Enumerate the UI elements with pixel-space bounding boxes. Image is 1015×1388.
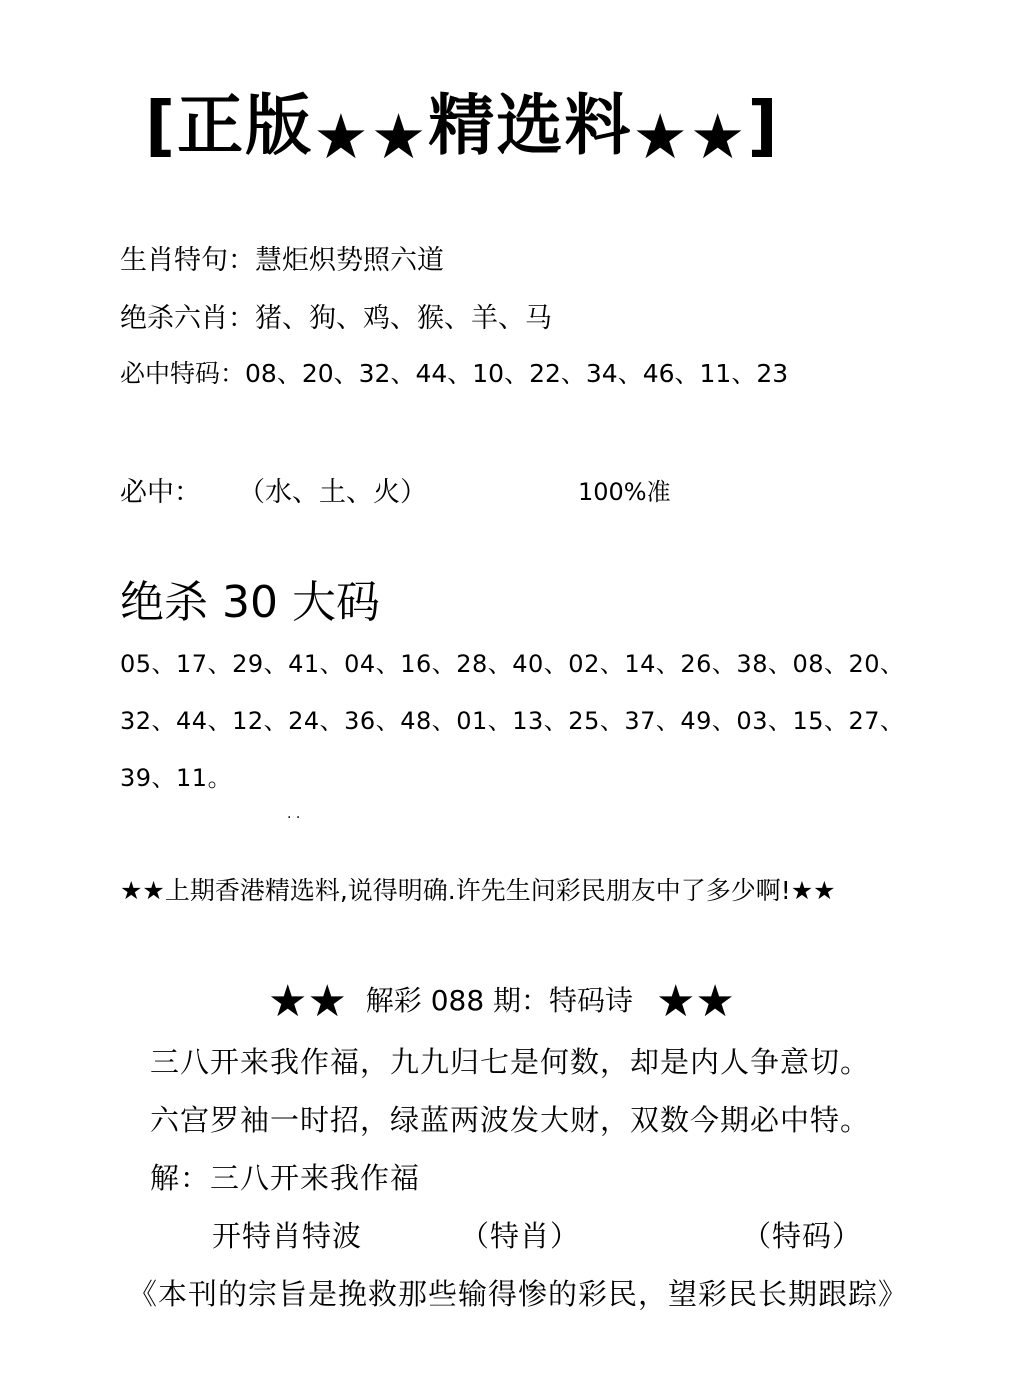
title-main: 精选料 [428,87,633,164]
zodiac-phrase-label: 生肖特句： [120,245,255,276]
must-codes-value: 08、20、32、44、10、22、34、46、11、23 [245,359,789,388]
kill30-row-1: 05、17、29、41、04、16、28、40、02、14、26、38、08、20、 [120,650,905,678]
footer-slogan: 《本刊的宗旨是挽救那些输得惨的彩民，望彩民长期跟踪》 [128,1277,909,1311]
stray-dots: . . [287,806,301,822]
kill30-row-3: 39、11。 [120,764,233,792]
star-icon: ★★ [268,976,347,1027]
must-hit-value: （水、土、火） [238,477,427,508]
must-hit-accuracy: 100%准 [578,478,671,506]
poem-line-3: 解：三八开来我作福 [150,1161,421,1195]
kill-six-line [120,296,552,335]
title-bracket-left: [正版 [145,87,314,164]
must-codes-line [120,354,788,390]
banner-text: ★★上期香港精选料,说得明确.许先生问彩民朋友中了多少啊!★★ [120,876,836,905]
page-title [145,72,780,173]
star-icon: ★★ [655,976,735,1027]
poem-line-1: 三八开来我作福，九九归七是何数，却是内人争意切。 [150,1045,871,1079]
must-hit-label: 必中： [120,477,201,508]
star-icon: ★★ [632,100,748,173]
kill30-heading: 绝杀 30 大码 [120,577,380,628]
poem-line-4a: 开特肖特波 [212,1219,363,1253]
kill-six-label: 绝杀六肖： [120,303,255,334]
star-icon: ★★ [313,100,429,173]
poem-heading-text: 解彩 088 期：特码诗 [365,984,634,1017]
title-bracket-right: ] [747,87,780,164]
kill-six-value: 猪、狗、鸡、猴、羊、马 [255,303,552,334]
poem-line-4c: （特码） [742,1219,863,1253]
zodiac-phrase-value: 慧炬炽势照六道 [255,245,444,276]
zodiac-phrase-line [120,238,444,277]
kill30-row-2: 32、44、12、24、36、48、01、13、25、37、49、03、15、27、 [120,707,905,735]
must-codes-label: 必中特码： [120,359,246,388]
poem-line-4b: （特肖） [460,1219,581,1253]
poem-line-2: 六宫罗袖一时招，绿蓝两波发大财，双数今期必中特。 [150,1103,871,1137]
poem-heading [268,976,735,1027]
